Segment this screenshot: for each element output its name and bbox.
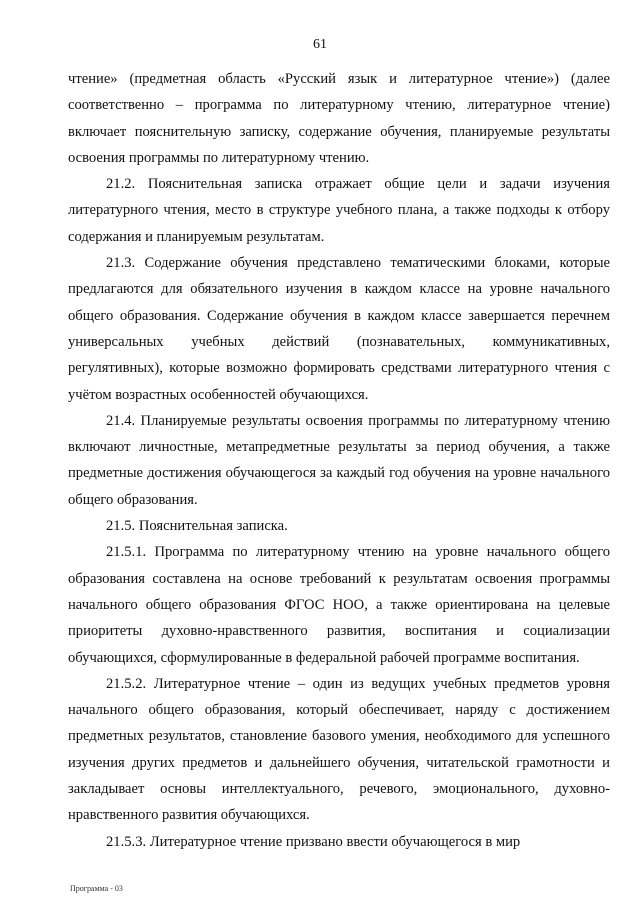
- footer-mark: Программа - 03: [70, 884, 123, 893]
- paragraph-21-2: 21.2. Пояснительная записка отражает общие цели и задачи изучения литературного чтения, место в структуре учебного плана, а также подходы к отбору содержания и планируемым результатам.: [68, 176, 610, 245]
- paragraph-21-3: 21.3. Содержание обучения представлено тематическими блоками, которые предлагаются для обязательного изучения в каждом классе на уровне начального общего образования. Содержание обучения в каждом классе завершается перечнем универсальных учебных действий (познавательных, коммуникативных, регулятивных), которые возможно формировать средствами литературного чтения с учётом возрастных особенностей обучающихся.: [68, 255, 610, 403]
- paragraph-21-5-heading: 21.5. Пояснительная записка.: [106, 518, 288, 535]
- page-number: 61: [313, 37, 327, 52]
- paragraph-21-5-3: 21.5.3. Литературное чтение призвано ввести обучающегося в мир: [106, 833, 521, 850]
- paragraph-21-4: 21.4. Планируемые результаты освоения программы по литературному чтению включают личностные, метапредметные результаты за период обучения, а также предметные достижения обучающегося за каждый год обучения на уровне начального общего образования.: [68, 412, 610, 508]
- paragraph-21-5-2: 21.5.2. Литературное чтение – один из ведущих учебных предметов уровня начального общего образования, который обеспечивает, наряду с достижением предметных результатов, становление базового умения, необходимого для успешного изучения других предметов и дальнейшего обучения, читательской грамотности и закладывает основы интеллектуального, речевого, эмоционального, духовно-нравственного развития обучающихся.: [68, 675, 610, 824]
- paragraph-continuation: чтение» (предметная область «Русский язык и литературное чтение») (далее соответственно – программа по литературному чтению, литературное чтение) включает пояснительную записку, содержание обучения, планируемые результаты освоения программы по литературному чтению.: [68, 71, 610, 166]
- paragraph-21-5-1: 21.5.1. Программа по литературному чтению на уровне начального общего образования составлена на основе требований к результатам освоения программы начального общего образования ФГОС НОО, а также ориентирована на целевые приоритеты духовно-нравственного развития, воспитания и социализации обучающихся, сформулированные в федеральной рабочей программе воспитания.: [68, 544, 610, 666]
- document-body: [68, 66, 610, 855]
